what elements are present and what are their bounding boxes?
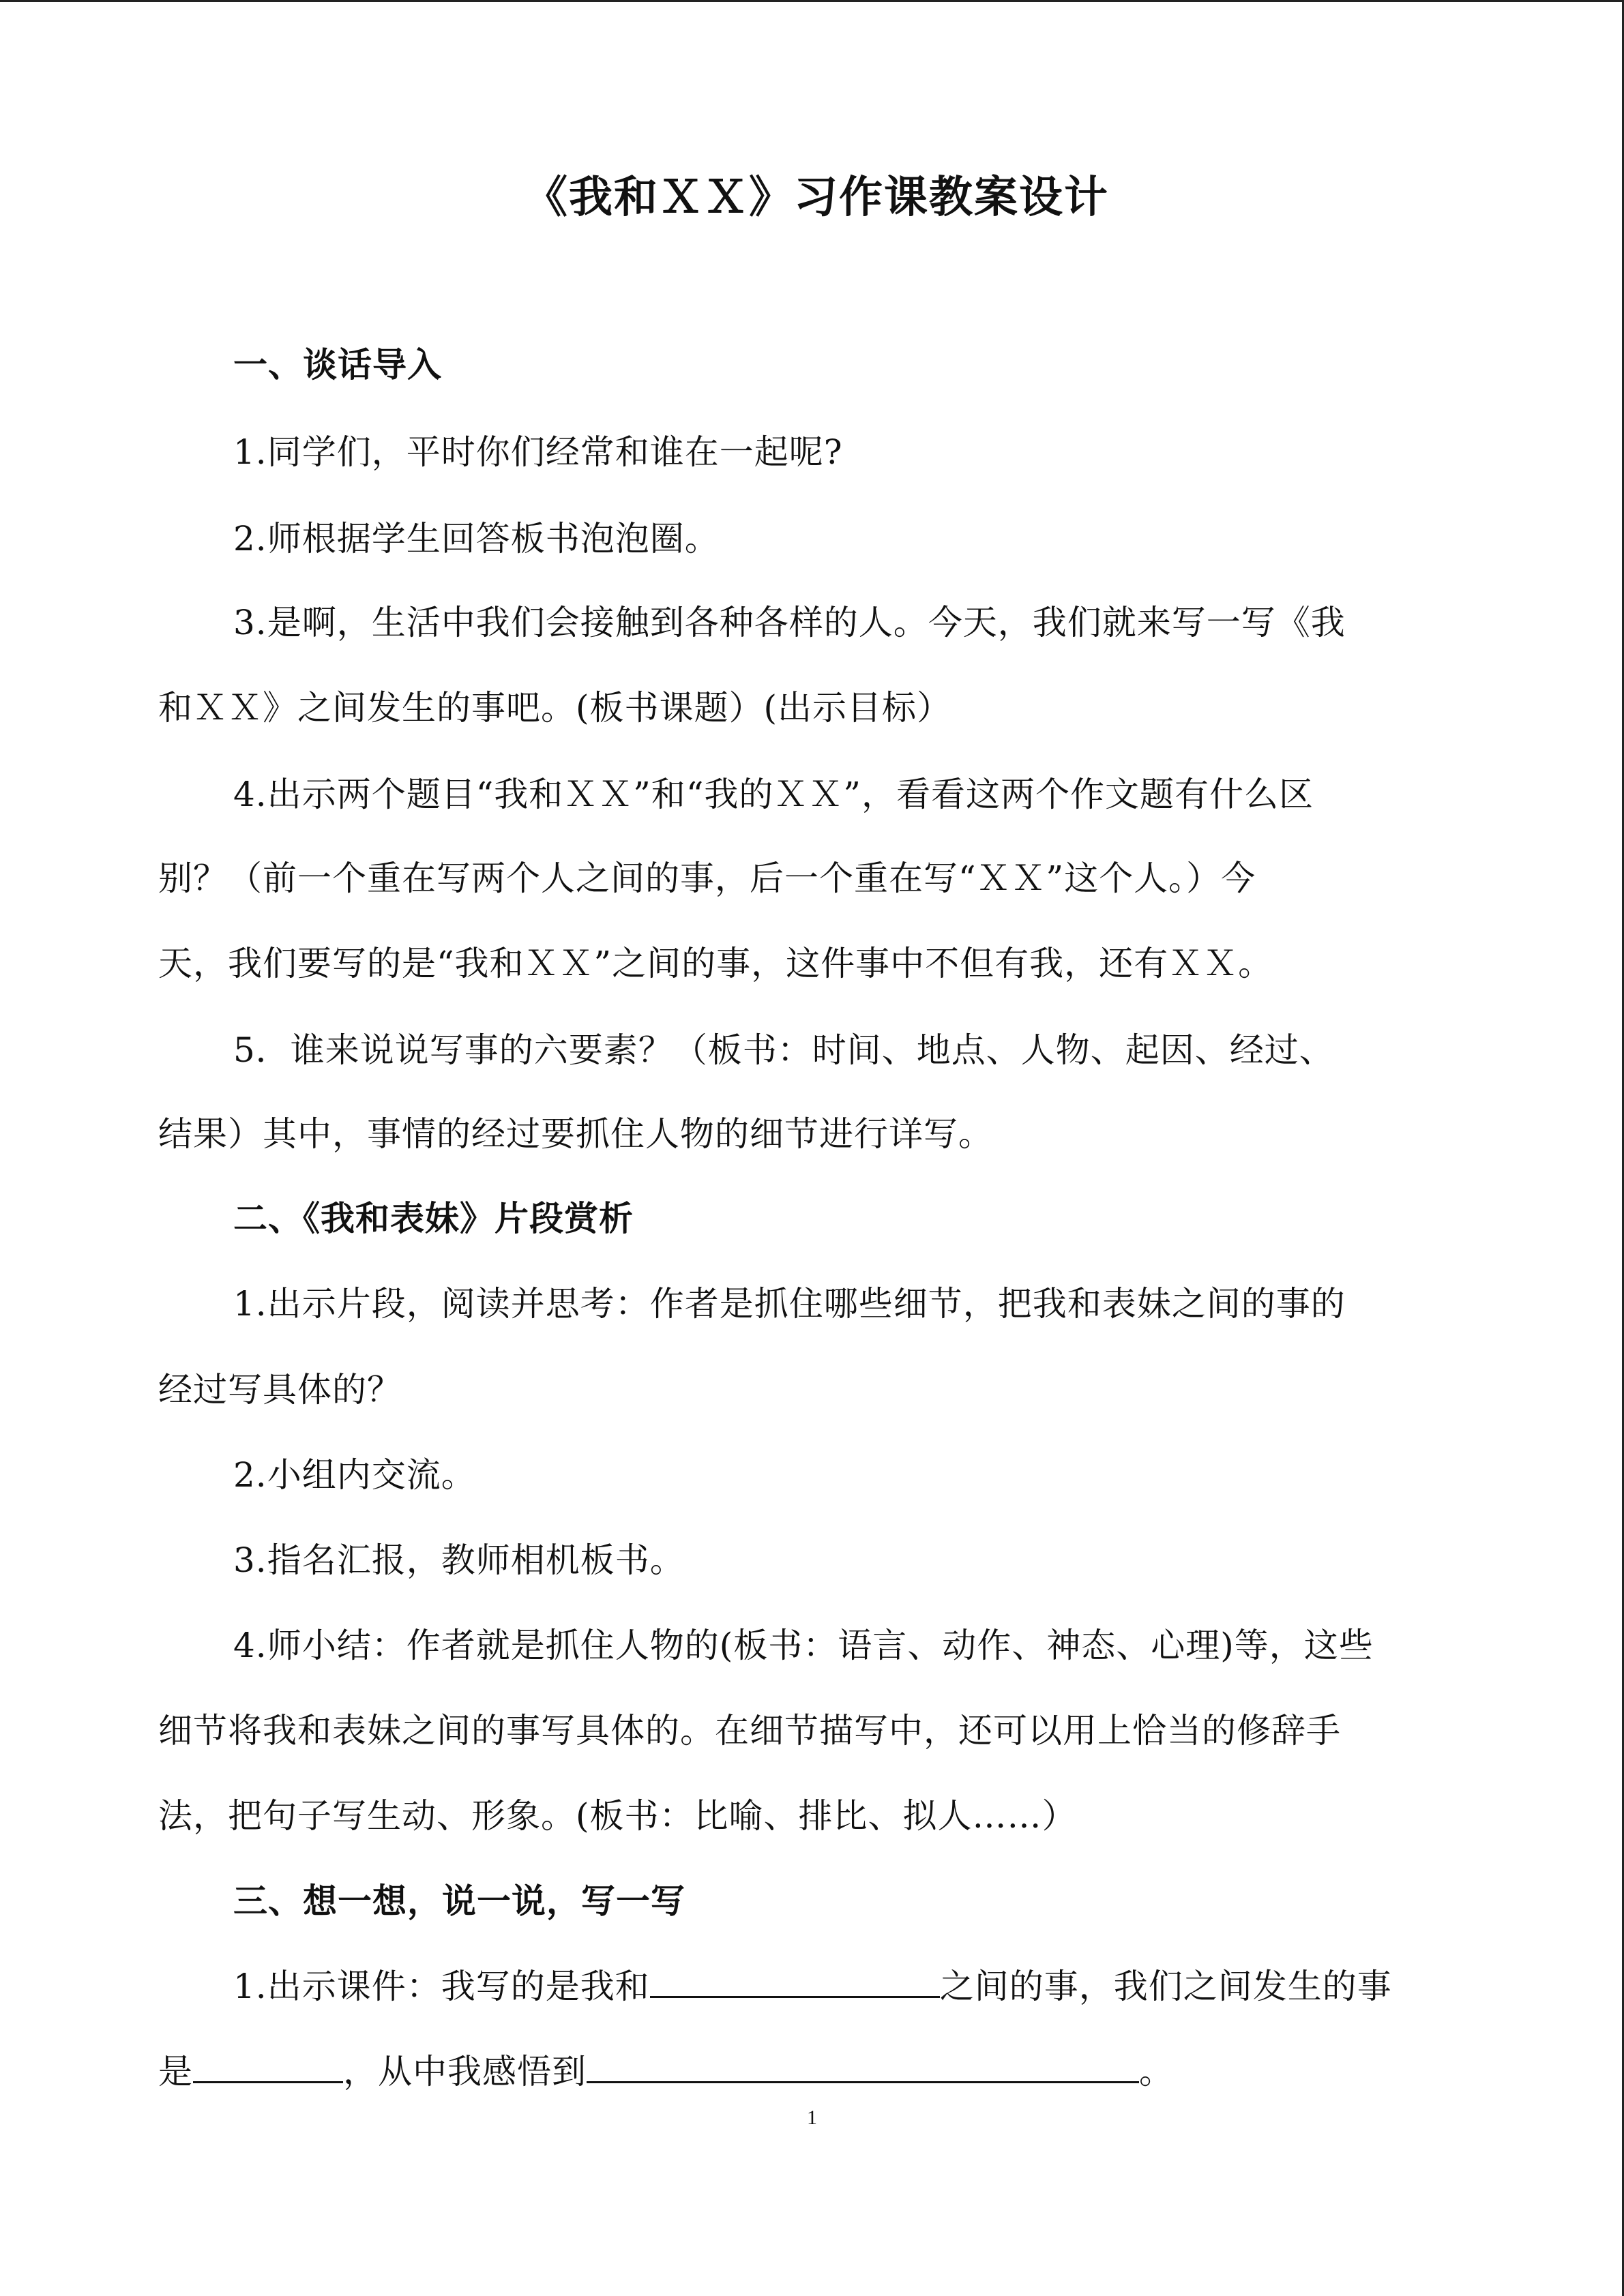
paragraph-line: 和ＸＸ》之间发生的事吧。(板书课题）(出示目标） <box>158 688 952 728</box>
paragraph-line: 4.师小结：作者就是抓住人物的(板书：语言、动作、神态、心理)等，这些 <box>233 1626 1374 1665</box>
fill-in-text: 1.出示课件：我写的是我和 <box>233 1967 650 2006</box>
document-title: 《我和ＸＸ》习作课教案设计 <box>524 172 1109 223</box>
paragraph-line: 结果）其中，事情的经过要抓住人物的细节进行详写。 <box>158 1114 993 1154</box>
paragraph-line: 3.指名汇报，教师相机板书。 <box>233 1540 685 1580</box>
fill-in-text: 是 <box>158 2052 193 2091</box>
paragraph-line: 法，把句子写生动、形象。(板书：比喻、排比、拟人……） <box>158 1796 1077 1836</box>
paragraph-line: 别？（前一个重在写两个人之间的事，后一个重在写“ＸＸ”这个人。）今 <box>158 859 1256 898</box>
paragraph-line: 1.出示片段，阅读并思考：作者是抓住哪些细节，把我和表妹之间的事的 <box>233 1284 1346 1324</box>
fill-in-blank <box>650 1965 940 1998</box>
fill-in-text: 之间的事，我们之间发生的事 <box>939 1967 1392 2006</box>
paragraph-line: 4.出示两个题目“我和ＸＸ”和“我的ＸＸ”，看看这两个作文题有什么区 <box>233 775 1314 814</box>
section-heading-1: 一、谈话导入 <box>233 344 442 385</box>
paragraph-line: 5．谁来说说写事的六要素？（板书：时间、地点、人物、起因、经过、 <box>233 1030 1334 1070</box>
paragraph-line: 天，我们要写的是“我和ＸＸ”之间的事，这件事中不但有我，还有ＸＸ。 <box>158 944 1273 983</box>
fill-in-blank <box>193 2050 343 2083</box>
paragraph-line: 2.小组内交流。 <box>233 1455 476 1495</box>
paragraph-line: 经过写具体的？ <box>158 1370 402 1410</box>
page-top-border <box>0 0 1624 2</box>
paragraph-line: 2.师根据学生回答板书泡泡圈。 <box>233 519 720 558</box>
section-heading-3: 三、想一想，说一说，写一写 <box>233 1881 685 1921</box>
page-number: 1 <box>807 2106 817 2129</box>
fill-in-text: 。 <box>1139 2052 1174 2091</box>
fill-in-blank <box>587 2050 1139 2083</box>
fill-in-text: ，从中我感悟到 <box>343 2052 587 2091</box>
paragraph-line: 1.同学们，平时你们经常和谁在一起呢? <box>233 432 843 472</box>
section-heading-2: 二、《我和表妹》片段赏析 <box>233 1198 634 1238</box>
paragraph-line: 细节将我和表妹之间的事写具体的。在细节描写中，还可以用上恰当的修辞手 <box>158 1711 1341 1750</box>
paragraph-line: 3.是啊，生活中我们会接触到各种各样的人。今天，我们就来写一写《我 <box>233 603 1346 642</box>
fill-in-line-2 <box>158 2048 1174 2096</box>
fill-in-line-1 <box>233 1963 1392 2010</box>
